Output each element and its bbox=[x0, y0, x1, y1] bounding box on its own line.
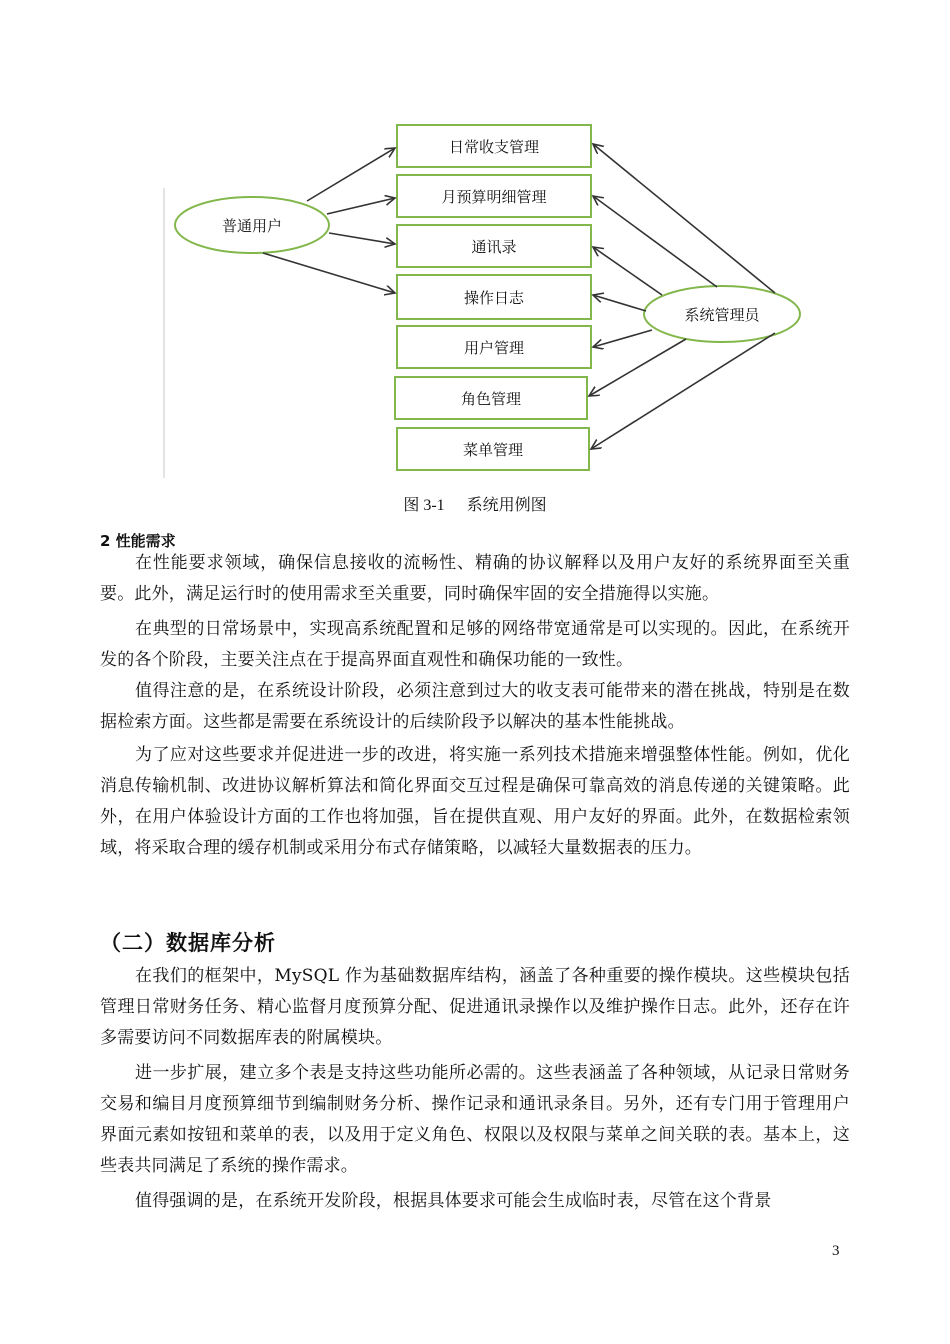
use-case-label: 操作日志 bbox=[463, 289, 525, 307]
actor-ordinary-user bbox=[175, 197, 329, 253]
use-case-label: 菜单管理 bbox=[462, 441, 524, 459]
actor-system-admin bbox=[644, 286, 800, 342]
use-case-diagram bbox=[0, 0, 950, 490]
section-heading-performance: 2 性能需求 bbox=[100, 532, 176, 550]
paragraph: 为了应对这些要求并促进进一步的改进，将实施一系列技术措施来增强整体性能。例如，优化消息传输机制、改进协议解析算法和简化界面交互过程是确保可靠高效的消息传递的关键策略。此外，在用户体验设计方面的工作也将加强，旨在提供直观、用户友好的界面。此外，在数据检索领域，将采取合理的缓存机制或采用分布式存储策略，以减轻大量数据表的压力。 bbox=[100, 745, 850, 858]
section-heading-database: （二）数据库分析 bbox=[100, 931, 276, 955]
paragraph: 在我们的框架中，MySQL 作为基础数据库结构，涵盖了各种重要的操作模块。这些模块包括管理日常财务任务、精心监督月度预算分配、促进通讯录操作以及维护操作日志。此外，还存在许多需要访问不同数据库表的附属模块。 bbox=[100, 966, 850, 1048]
figure-caption-title: 系统用例图 bbox=[466, 497, 547, 514]
arrow bbox=[307, 148, 395, 201]
use-case-box bbox=[397, 275, 591, 319]
use-case-box bbox=[397, 175, 591, 217]
use-case-label: 日常收支管理 bbox=[448, 138, 540, 156]
use-case-box bbox=[397, 225, 591, 267]
arrow bbox=[593, 295, 646, 311]
use-case-label: 月预算明细管理 bbox=[441, 188, 547, 206]
page-number: 3 bbox=[832, 1243, 840, 1259]
actor-label: 系统管理员 bbox=[684, 306, 760, 324]
use-case-box bbox=[397, 326, 591, 368]
use-case-box bbox=[397, 125, 591, 167]
use-case-box bbox=[397, 428, 589, 470]
use-case-label: 用户管理 bbox=[463, 339, 525, 357]
arrow bbox=[327, 198, 395, 214]
paragraph: 在性能要求领域，确保信息接收的流畅性、精确的协议解释以及用户友好的系统界面至关重要。此外，满足运行时的使用需求至关重要，同时确保牢固的安全措施得以实施。 bbox=[100, 553, 850, 604]
arrow bbox=[593, 144, 775, 293]
paragraph: 值得强调的是，在系统开发阶段，根据具体要求可能会生成临时表，尽管在这个背景 bbox=[135, 1191, 772, 1211]
paragraph: 在典型的日常场景中，实现高系统配置和足够的网络带宽通常是可以实现的。因此，在系统开发的各个阶段，主要关注点在于提高界面直观性和确保功能的一致性。 bbox=[100, 619, 850, 670]
arrow bbox=[593, 247, 662, 295]
arrow bbox=[589, 339, 686, 396]
actor-label: 普通用户 bbox=[221, 217, 283, 235]
paragraph: 值得注意的是，在系统设计阶段，必须注意到过大的收支表可能带来的潜在挑战，特别是在数据检索方面。这些都是需要在系统设计的后续阶段予以解决的基本性能挑战。 bbox=[100, 681, 850, 732]
arrow bbox=[263, 253, 395, 293]
use-case-box bbox=[395, 377, 587, 419]
use-case-label: 通讯录 bbox=[471, 238, 517, 256]
arrow bbox=[593, 196, 717, 287]
paragraph: 进一步扩展，建立多个表是支持这些功能所必需的。这些表涵盖了各种领域，从记录日常财务交易和编目月度预算细节到编制财务分析、操作记录和通讯录条目。另外，还有专门用于管理用户界面元素如按钮和菜单的表，以及用于定义角色、权限以及权限与菜单之间关联的表。基本上，这些表共同满足了系统的操作需求。 bbox=[100, 1063, 850, 1176]
arrow bbox=[591, 333, 775, 449]
arrow bbox=[593, 330, 652, 347]
use-case-label: 角色管理 bbox=[460, 390, 522, 408]
figure-caption bbox=[0, 492, 950, 515]
figure-caption-label: 图 3-1 bbox=[403, 497, 445, 514]
arrow bbox=[329, 233, 395, 244]
